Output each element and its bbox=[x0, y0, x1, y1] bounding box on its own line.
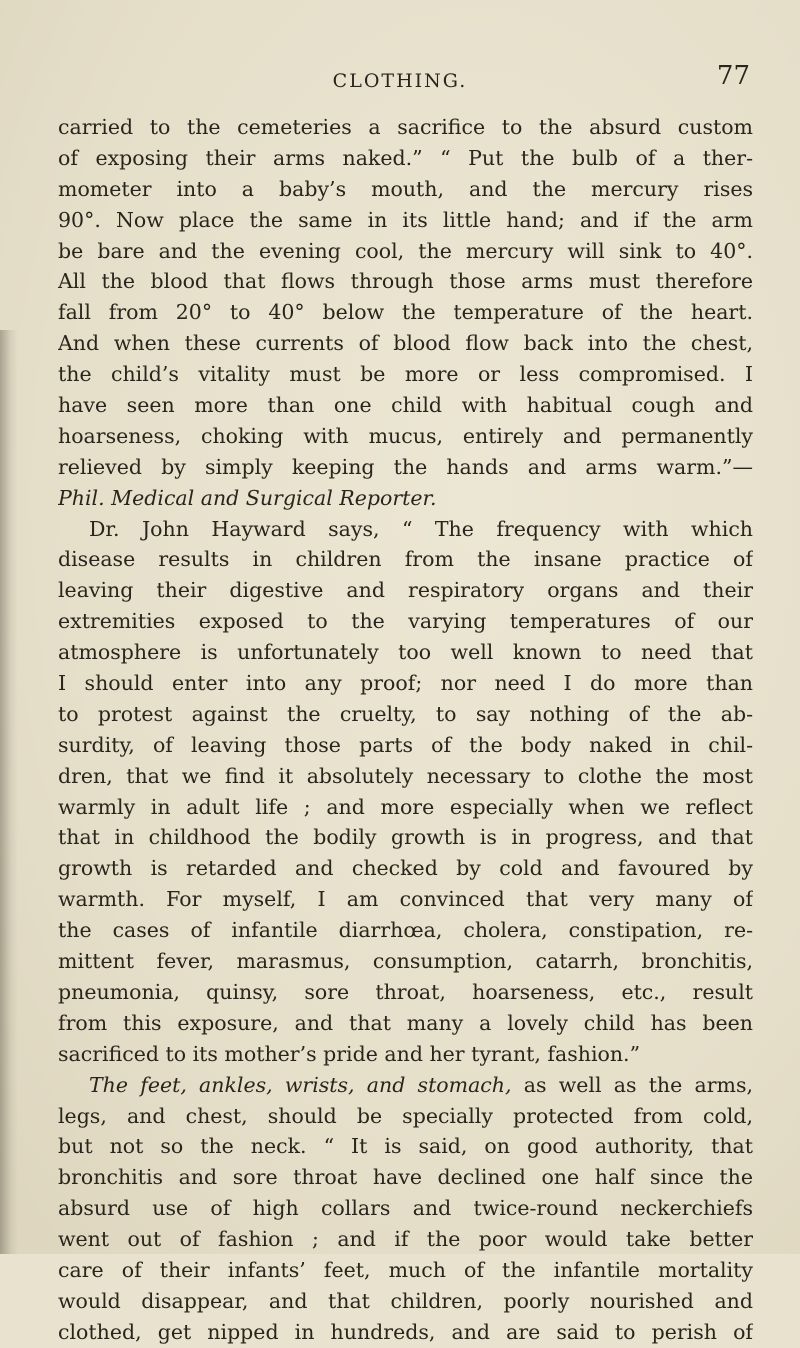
text-line: pneumonia, quinsy, sore throat, hoarseness, etc., result bbox=[58, 979, 753, 1004]
text-run: as well as the arms, bbox=[523, 1072, 753, 1097]
text-line: warmly in adult life ; and more especially when we reflect bbox=[58, 794, 753, 819]
text-line: dren, that we find it absolutely necessary to clothe the most bbox=[58, 763, 753, 788]
body-text bbox=[58, 112, 753, 1348]
text-line: care of their infants’ feet, much of the infantile mortality bbox=[58, 1257, 753, 1282]
text-line: atmosphere is unfortunately too well known to need that bbox=[58, 640, 753, 665]
text-line: mittent fever, marasmus, consumption, catarrh, bronchitis, bbox=[58, 949, 753, 974]
text-line: bronchitis and sore throat have declined one half since the bbox=[58, 1165, 753, 1190]
text-line: would disappear, and that children, poorly nourished and bbox=[58, 1288, 753, 1313]
text-line: mometer into a baby’s mouth, and the mercury rises bbox=[58, 176, 753, 201]
paragraph-start-line: Dr. John Hayward says, “ The frequency with which bbox=[89, 516, 753, 541]
binding-shadow bbox=[0, 330, 18, 1254]
text-line: extremities exposed to the varying temperatures of our bbox=[58, 609, 753, 634]
text-line: And when these currents of blood flow back into the chest, bbox=[58, 331, 753, 356]
text-line: carried to the cemeteries a sacrifice to the absurd custom bbox=[58, 115, 753, 139]
text-line: legs, and chest, should be specially protected from cold, bbox=[58, 1103, 753, 1128]
text-line: warmth. For myself, I am convinced that very many of bbox=[58, 887, 753, 912]
running-title: CLOTHING. bbox=[332, 70, 468, 92]
text-line: I should enter into any proof; nor need I do more than bbox=[58, 671, 753, 696]
running-head bbox=[0, 60, 800, 100]
text-line: went out of fashion ; and if the poor would take better bbox=[58, 1227, 753, 1252]
text-line: fall from 20° to 40° below the temperature of the heart. bbox=[58, 300, 753, 325]
text-line: hoarseness, choking with mucus, entirely and permanently bbox=[58, 423, 753, 448]
text-line: All the blood that flows through those arms must therefore bbox=[58, 269, 753, 294]
text-line: have seen more than one child with habitual cough and bbox=[58, 393, 753, 418]
text-line: disease results in children from the insane practice of bbox=[58, 547, 753, 572]
citation-line: Phil. Medical and Surgical Reporter. bbox=[58, 485, 437, 510]
text-line: sacrificed to its mother’s pride and her tyrant, fashion.” bbox=[58, 1041, 641, 1066]
text-line: the cases of infantile diarrhœa, cholera, constipation, re- bbox=[58, 918, 753, 943]
paragraph-start-line bbox=[58, 1070, 753, 1101]
italic-phrase: The feet, ankles, wrists, and stomach, bbox=[89, 1072, 512, 1097]
text-line: leaving their digestive and respiratory organs and their bbox=[58, 578, 753, 603]
text-line: but not so the neck. “ It is said, on good authority, that bbox=[58, 1134, 753, 1159]
text-line: be bare and the evening cool, the mercury will sink to 40°. bbox=[58, 238, 753, 263]
page-number: 77 bbox=[716, 61, 750, 91]
text-line: absurd use of high collars and twice-round neckerchiefs bbox=[58, 1196, 753, 1221]
text-line: from this exposure, and that many a lovely child has been bbox=[58, 1010, 753, 1035]
text-line: relieved by simply keeping the hands and arms warm.”— bbox=[58, 454, 753, 479]
text-line: surdity, of leaving those parts of the body naked in chil- bbox=[58, 732, 753, 757]
text-line: clothed, get nipped in hundreds, and are said to perish of bbox=[58, 1319, 753, 1344]
text-line: of exposing their arms naked.” “ Put the bulb of a ther- bbox=[58, 145, 753, 170]
text-line: 90°. Now place the same in its little hand; and if the arm bbox=[58, 207, 753, 232]
text-line: that in childhood the bodily growth is in progress, and that bbox=[58, 825, 753, 850]
text-line: growth is retarded and checked by cold and favoured by bbox=[58, 856, 753, 881]
text-line: the child’s vitality must be more or less compromised. I bbox=[58, 362, 753, 387]
text-line: to protest against the cruelty, to say nothing of the ab- bbox=[58, 701, 753, 726]
